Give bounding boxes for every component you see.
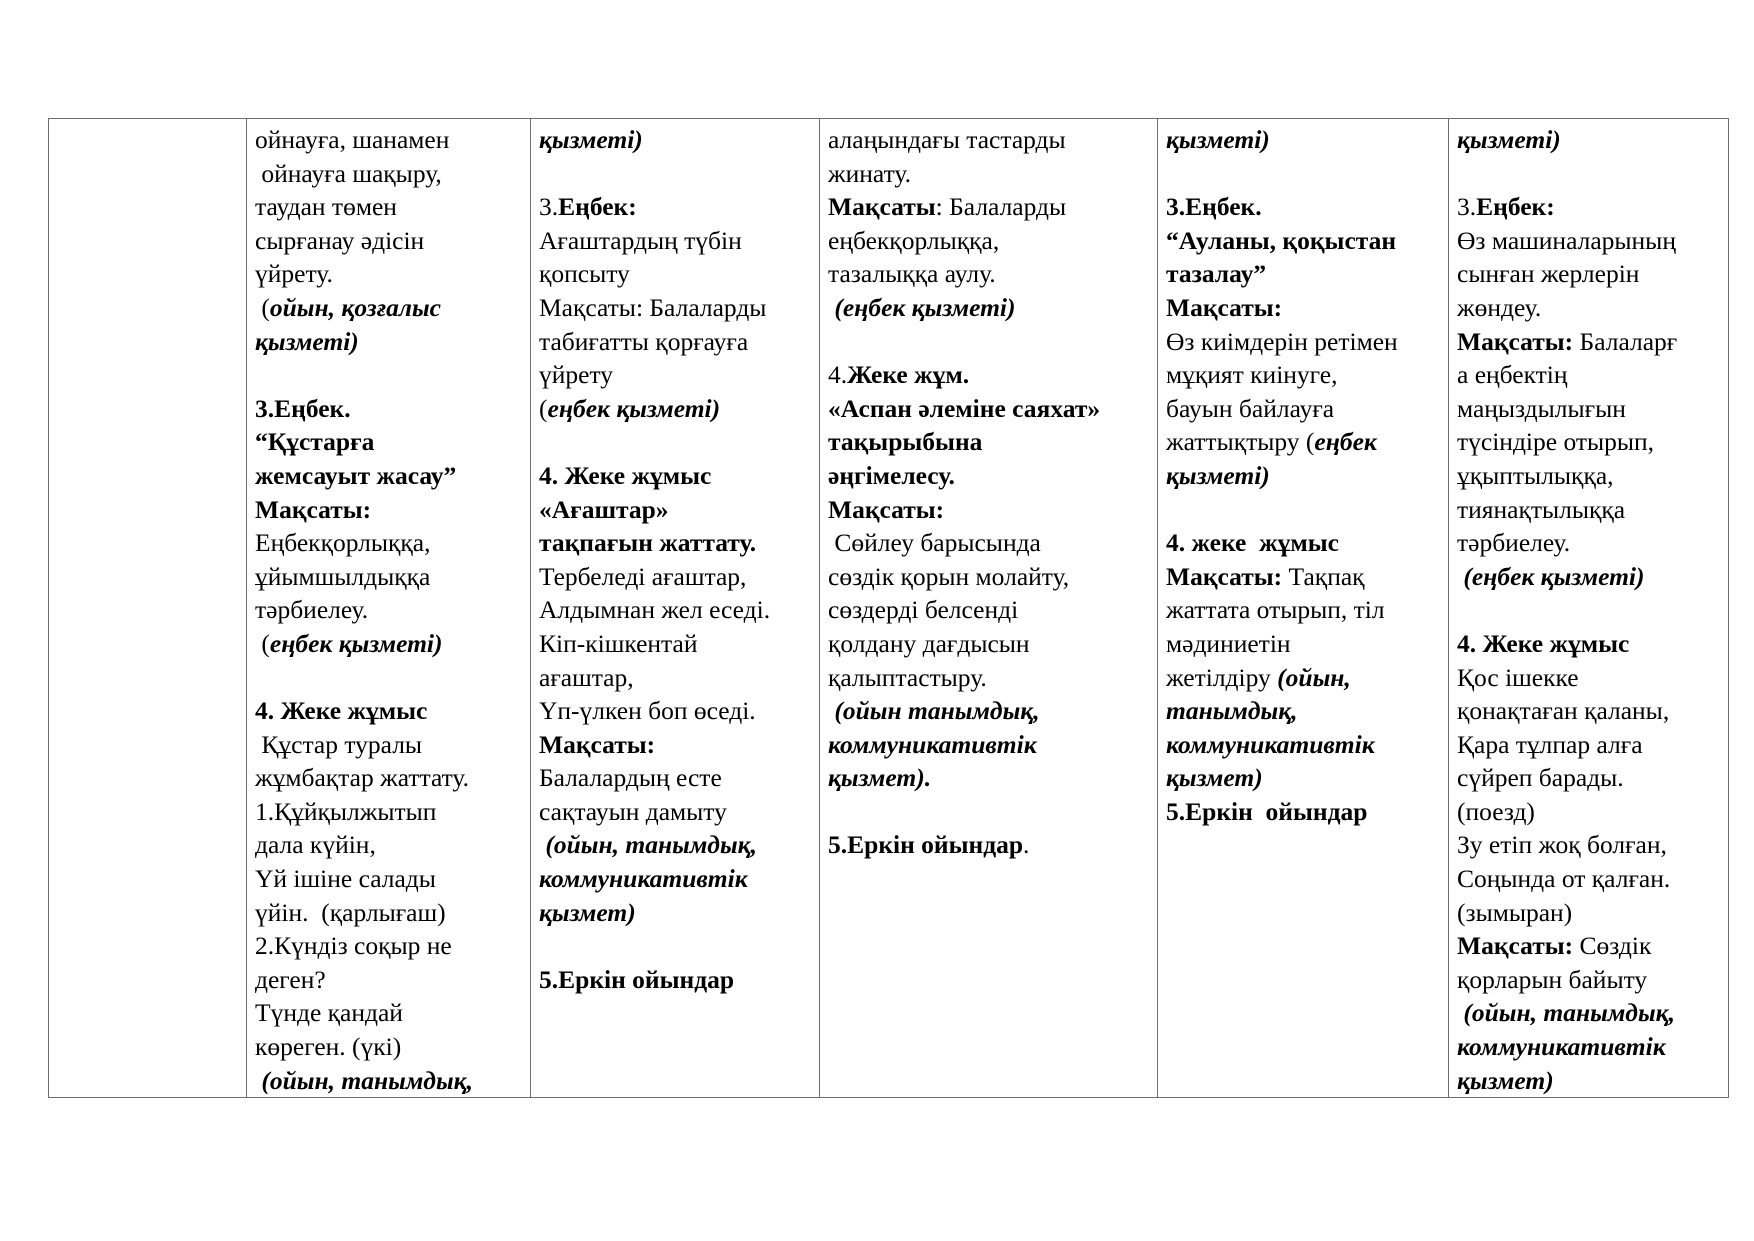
text-run: сырғанау әдісін (255, 225, 425, 255)
text-run: қызметі) (1166, 460, 1270, 490)
text-run: Жеке жұм. (847, 360, 970, 390)
text-run: Еңбек: (558, 192, 637, 222)
text-line (539, 493, 811, 527)
text-run: Мақсаты: (1166, 292, 1283, 322)
text-line (539, 761, 811, 795)
text-run: сақтауын дамыту (539, 796, 727, 826)
text-line (255, 459, 522, 493)
text-line (539, 190, 811, 224)
text-run: жемсауыт жасау” (255, 460, 457, 490)
text-line (828, 493, 1149, 527)
text-run: қызмет). (828, 763, 932, 793)
text-run: еңбек қызметі) (269, 628, 443, 658)
cell-day-2 (531, 119, 820, 1098)
text-line (1166, 694, 1440, 728)
text-run: Мақсаты: (1457, 931, 1580, 961)
text-run: еңбек (1314, 427, 1377, 457)
text-run: ( (255, 628, 270, 658)
text-run: жинату. (828, 158, 911, 188)
text-run: Тербеледі ағаштар, (539, 561, 747, 591)
text-run: 5.Еркін ойындар (1166, 796, 1368, 826)
text-line (828, 728, 1149, 762)
text-line (828, 593, 1149, 627)
text-line (539, 425, 811, 459)
text-run: сынған жерлерін (1457, 259, 1640, 289)
text-line (1166, 593, 1440, 627)
text-line (255, 996, 522, 1030)
text-run: ұйымшылдыққа (255, 561, 431, 591)
text-run: үйрету (539, 360, 614, 390)
text-line (255, 560, 522, 594)
text-line (539, 291, 811, 325)
text-run: Үп-үлкен боп өседі. (539, 696, 756, 726)
text-run: тәрбиелеу. (255, 595, 369, 625)
text-run: 4. Жеке жұмыс (255, 696, 428, 726)
text-run: қонақтаған қаланы, (1457, 696, 1670, 726)
text-run: Еңбек: (1476, 192, 1555, 222)
text-line (1457, 828, 1720, 862)
text-run: Мақсаты: (1166, 561, 1289, 591)
text-line (1457, 291, 1720, 325)
text-run: үйін. (қарлығаш) (255, 897, 446, 927)
text-line (828, 560, 1149, 594)
text-line (255, 157, 522, 191)
text-line (1457, 795, 1720, 829)
text-line (539, 862, 811, 896)
text-run: Түнде қандай (255, 998, 403, 1028)
text-run: Өз машиналарының (1457, 225, 1676, 255)
text-line (1457, 325, 1720, 359)
text-run: табиғатты қорғауға (539, 326, 749, 356)
text-line (255, 694, 522, 728)
text-line (1457, 190, 1720, 224)
text-line (828, 157, 1149, 191)
text-run: тәрбиелеу. (1457, 528, 1571, 558)
text-line (539, 123, 811, 157)
text-line (255, 929, 522, 963)
text-run: а еңбектің (1457, 360, 1568, 390)
text-line (828, 425, 1149, 459)
text-line (1166, 459, 1440, 493)
text-run: Балалардың есте (539, 763, 722, 793)
text-run: еңбекқорлыққа, (828, 225, 1000, 255)
text-run: 2.Күндіз соқыр не (255, 931, 452, 961)
text-run: ойын, қозғалыс (269, 292, 441, 322)
text-line (828, 291, 1149, 325)
text-run: мұқият киінуге, (1166, 360, 1338, 390)
text-run: жаттықтыру ( (1166, 427, 1315, 457)
text-run: . (1023, 830, 1030, 860)
cell-day-1 (247, 119, 531, 1098)
text-run: танымдық, (1166, 696, 1298, 726)
text-run: 4. Жеке жұмыс (539, 460, 712, 490)
text-run: тақпағын жаттату. (539, 528, 757, 558)
text-line (255, 358, 522, 392)
text-run: Зу етіп жоқ болған, (1457, 830, 1667, 860)
text-run: (еңбек қызметі) (828, 292, 1016, 322)
text-run: (ойын, (1277, 662, 1351, 692)
text-line (828, 459, 1149, 493)
plan-table (48, 118, 1729, 1098)
text-line (828, 661, 1149, 695)
text-run: Мақсаты: (828, 494, 945, 524)
text-line (255, 661, 522, 695)
text-run: 5.Еркін ойындар (539, 964, 735, 994)
text-run: қорларын байыту (1457, 964, 1648, 994)
text-line (1457, 627, 1720, 661)
text-line (828, 795, 1149, 829)
text-line (828, 828, 1149, 862)
text-run: 3. (1457, 192, 1477, 222)
text-line (539, 627, 811, 661)
text-run: Кіп-кішкентай (539, 628, 698, 658)
text-line (828, 224, 1149, 258)
text-line (1166, 728, 1440, 762)
text-run: Сөздік (1579, 931, 1652, 961)
text-run: (ойын, танымдық, (539, 830, 757, 860)
text-run: Балаларғ (1579, 326, 1678, 356)
text-run: бауын байлауға (1166, 393, 1335, 423)
text-line (255, 190, 522, 224)
text-run: әңгімелесу. (828, 460, 955, 490)
text-run: Ағаштардың түбін (539, 225, 742, 255)
text-line (1457, 459, 1720, 493)
text-line (1457, 929, 1720, 963)
text-line (1457, 728, 1720, 762)
text-line (1166, 291, 1440, 325)
text-run: сөздерді белсенді (828, 595, 1019, 625)
text-run: коммуникативтік (1457, 1032, 1666, 1062)
text-run: ( (255, 292, 270, 322)
cell-day-5 (1449, 119, 1729, 1098)
text-run: Құстар туралы (255, 729, 423, 759)
text-line (1166, 493, 1440, 527)
text-line (1457, 593, 1720, 627)
text-run: таудан төмен (255, 192, 397, 222)
text-run: Қос ішекке (1457, 662, 1579, 692)
text-line (1166, 392, 1440, 426)
text-line (1457, 996, 1720, 1030)
text-line (1166, 190, 1440, 224)
text-run: қызмет) (1166, 763, 1263, 793)
text-run: дала күйін, (255, 830, 376, 860)
text-run: тазалау” (1166, 259, 1267, 289)
text-line (1457, 862, 1720, 896)
text-run: (поезд) (1457, 796, 1535, 826)
text-run: 3. (539, 192, 559, 222)
text-line (255, 795, 522, 829)
text-run: жаттата отырып, тіл (1166, 595, 1385, 625)
text-run: Еңбекқорлыққа, (255, 528, 431, 558)
text-line (539, 728, 811, 762)
text-run: қызметі) (1166, 125, 1270, 154)
text-run: ойнауға, шанамен (255, 125, 450, 154)
text-run: Мақсаты: (255, 494, 372, 524)
text-line (1166, 661, 1440, 695)
cell-empty (49, 119, 247, 1098)
text-run: 3.Еңбек. (255, 393, 351, 423)
text-run: 1.Құйқылжытып (255, 796, 437, 826)
text-line (828, 392, 1149, 426)
text-run: қолдану дағдысын (828, 628, 1030, 658)
text-run: қызмет) (539, 897, 636, 927)
text-run: еңбек қызметі) (547, 393, 721, 423)
text-line (1457, 358, 1720, 392)
text-run: Қара тұлпар алға (1457, 729, 1643, 759)
text-run: қызмет) (1457, 1065, 1554, 1095)
text-line (255, 963, 522, 997)
text-line (255, 224, 522, 258)
text-line (539, 257, 811, 291)
text-line (539, 560, 811, 594)
text-run: ағаштар, (539, 662, 634, 692)
cell-day-4 (1158, 119, 1449, 1098)
text-line (1166, 526, 1440, 560)
text-line (1166, 224, 1440, 258)
text-run: (ойын танымдық, (828, 696, 1040, 726)
cell-day-3 (820, 119, 1158, 1098)
text-run: Алдымнан жел еседі. (539, 595, 771, 625)
text-run: Тақпақ (1288, 561, 1365, 591)
text-line (255, 325, 522, 359)
text-line (539, 593, 811, 627)
text-run: Мақсаты: (1457, 326, 1580, 356)
text-line (1457, 257, 1720, 291)
text-run: Соңында от қалған. (1457, 864, 1671, 894)
text-line (255, 291, 522, 325)
text-run: мәдиниетін (1166, 628, 1291, 658)
text-line (255, 627, 522, 661)
text-line (1457, 123, 1720, 157)
text-run: Үй ішіне салады (255, 864, 436, 894)
text-line (1166, 627, 1440, 661)
text-run: (еңбек қызметі) (1457, 561, 1645, 591)
text-line (539, 325, 811, 359)
text-run: ( (539, 393, 548, 423)
text-line (255, 862, 522, 896)
text-line (539, 896, 811, 930)
text-run: алаңындағы тастарды (828, 125, 1066, 154)
text-line (539, 963, 811, 997)
text-run: 4. (828, 360, 848, 390)
text-run: Сөйлеу барысында (828, 528, 1041, 558)
text-run: (ойын, танымдық, (255, 1065, 473, 1095)
text-run: : Балаларды (935, 192, 1067, 222)
text-line (539, 157, 811, 191)
text-line (1166, 795, 1440, 829)
text-line (255, 1064, 522, 1098)
text-run: жетілдіру (1166, 662, 1278, 692)
text-run: тақырыбына (828, 427, 983, 457)
text-line (1166, 325, 1440, 359)
text-run: деген? (255, 964, 326, 994)
text-run: “Құстарға (255, 427, 375, 457)
text-line (1457, 493, 1720, 527)
text-run: «Аспан әлеміне саяхат» (828, 393, 1101, 423)
text-line (1457, 392, 1720, 426)
text-line (828, 358, 1149, 392)
text-line (1166, 560, 1440, 594)
text-run: ойнауға шақыру, (255, 158, 442, 188)
text-line (1457, 694, 1720, 728)
text-run: (ойын, танымдық, (1457, 998, 1675, 1028)
text-line (828, 526, 1149, 560)
text-line (1166, 761, 1440, 795)
text-run: «Ағаштар» (539, 494, 669, 524)
text-line (1457, 425, 1720, 459)
text-run: “Ауланы, қоқыстан (1166, 225, 1397, 255)
text-run: 4. жеке жұмыс (1166, 528, 1339, 558)
text-run: қалыптастыру. (828, 662, 987, 692)
text-line (539, 392, 811, 426)
table-row (49, 119, 1729, 1098)
text-line (539, 828, 811, 862)
text-line (539, 795, 811, 829)
text-run: маңыздылығын (1457, 393, 1626, 423)
text-line (828, 190, 1149, 224)
text-run: жұмбақтар жаттату. (255, 763, 469, 793)
text-line (828, 325, 1149, 359)
text-run: коммуникативтік (1166, 729, 1375, 759)
text-line (255, 493, 522, 527)
text-line (828, 123, 1149, 157)
text-run: Мақсаты (828, 192, 936, 222)
text-run: қопсыту (539, 259, 630, 289)
text-run: көреген. (үкі) (255, 1032, 402, 1062)
text-run: қызметі) (1457, 125, 1561, 154)
text-line (255, 593, 522, 627)
text-run: коммуникативтік (828, 729, 1037, 759)
text-line (255, 761, 522, 795)
text-line (1457, 526, 1720, 560)
text-line (255, 123, 522, 157)
text-line (1166, 358, 1440, 392)
text-run: 4. Жеке жұмыс (1457, 628, 1630, 658)
text-run: (зымыран) (1457, 897, 1573, 927)
text-line (828, 627, 1149, 661)
text-line (255, 896, 522, 930)
text-line (255, 257, 522, 291)
text-line (1166, 257, 1440, 291)
text-run: ұқыптылыққа, (1457, 460, 1614, 490)
text-run: коммуникативтік (539, 864, 748, 894)
text-line (539, 459, 811, 493)
text-line (1457, 224, 1720, 258)
text-line (1166, 123, 1440, 157)
text-line (255, 728, 522, 762)
text-line (1457, 761, 1720, 795)
text-run: тазалыққа аулу. (828, 259, 996, 289)
text-line (828, 257, 1149, 291)
text-line (539, 694, 811, 728)
text-line (255, 1030, 522, 1064)
text-line (255, 425, 522, 459)
text-line (1457, 157, 1720, 191)
text-line (1457, 1030, 1720, 1064)
text-run: Мақсаты: Балаларды (539, 292, 767, 322)
text-run: түсіндіре отырып, (1457, 427, 1655, 457)
text-line (539, 526, 811, 560)
text-line (1457, 560, 1720, 594)
text-line (539, 358, 811, 392)
text-line (1457, 896, 1720, 930)
text-line (255, 392, 522, 426)
text-line (1457, 963, 1720, 997)
text-run: қызметі) (255, 326, 359, 356)
text-run: жөндеу. (1457, 292, 1542, 322)
text-line (255, 526, 522, 560)
text-line (1166, 157, 1440, 191)
text-line (255, 828, 522, 862)
text-run: 5.Еркін ойындар (828, 830, 1024, 860)
text-line (539, 929, 811, 963)
text-run: қызметі) (539, 125, 643, 154)
text-run: үйрету. (255, 259, 333, 289)
text-line (539, 661, 811, 695)
text-run: сөздік қорын молайту, (828, 561, 1070, 591)
text-run: 3.Еңбек. (1166, 192, 1262, 222)
text-line (539, 224, 811, 258)
text-line (828, 694, 1149, 728)
text-run: Өз киімдерін ретімен (1166, 326, 1398, 356)
text-line (1457, 1064, 1720, 1098)
text-run: сүйреп барады. (1457, 763, 1624, 793)
text-run: тиянақтылыққа (1457, 494, 1626, 524)
text-line (828, 761, 1149, 795)
text-run: Мақсаты: (539, 729, 656, 759)
text-line (1166, 425, 1440, 459)
text-line (1457, 661, 1720, 695)
